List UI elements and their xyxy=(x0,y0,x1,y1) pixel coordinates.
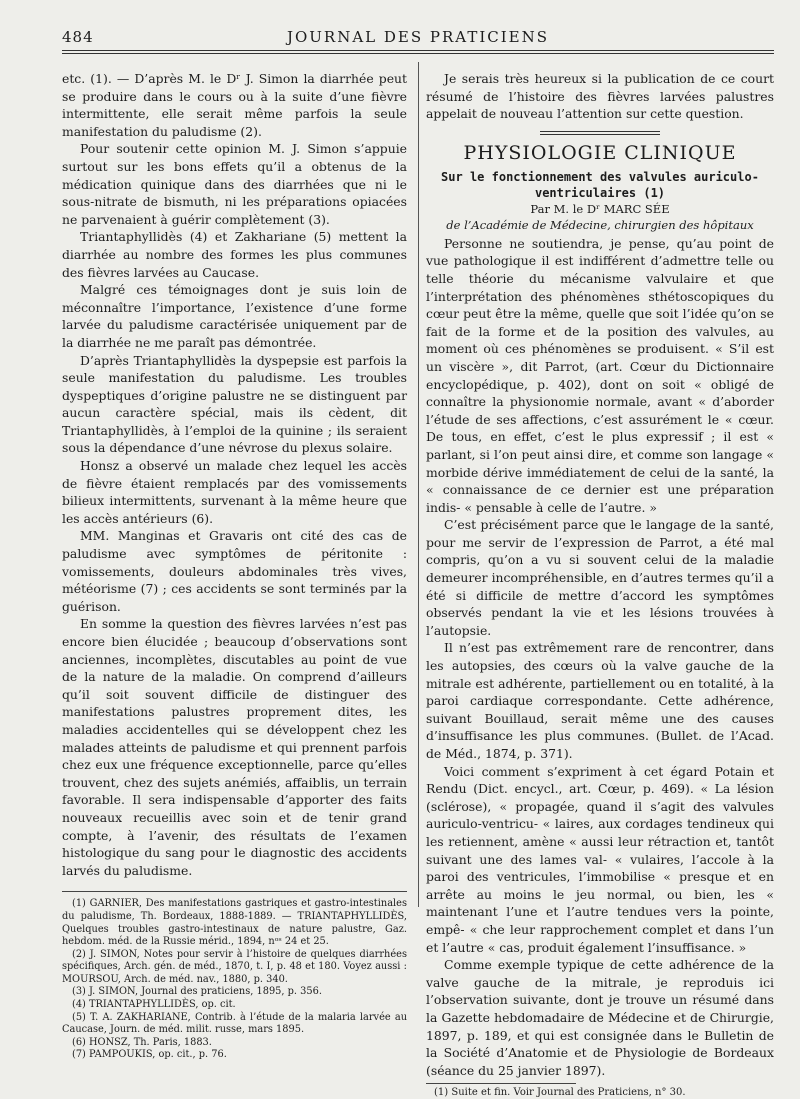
footnote: (1) Suite et fin. Voir Journal des Praticiens, n° 30. xyxy=(434,1087,686,1099)
footnote: (4) TRIANTAPHYLLIDÈS, op. cit. xyxy=(72,999,236,1011)
paragraph: Pour soutenir cette opinion M. J. Simon s’appuie surtout sur les bons effets qu’il a obtenus de la médication quinique dans des diarrhées que ni le sous-nitrate de bismuth, ni les préparations opiacées ne parvenaient à guérir complètement (3). xyxy=(62,141,407,227)
article-title xyxy=(426,169,774,201)
paragraph: C’est précisément parce que le langage de la santé, pour me servir de l’expression de Parrot, a été mal compris, qu’on a vu si souvent celui de la maladie demeurer incompréhensible, en d’autres termes qu’il a été si difficile de mettre d’accord les symptômes observés pendant la vie et les lésions trouvées à l’autopsie. xyxy=(426,517,774,638)
paragraph: Honsz a observé un malade chez lequel les accès de fièvre étaient remplacés par des vomissements bilieux intermittents, survenant à la même heure que les accès antérieurs (6). xyxy=(62,458,407,526)
footnote: (5) T. A. ZAKHARIANE, Contrib. à l’étude de la malaria larvée au Caucase, Journ. de méd. milit. russe, mars 1895. xyxy=(62,1011,407,1036)
paragraph: Voici comment s’expriment à cet égard Potain et Rendu (Dict. encycl., art. Cœur, p. 469). « La lésion (sclérose), « propagée, quand il s’agit des valvules auriculo-ventricu- « laires, aux cordages tendineux qui les retiennent, amène « aussi leur rétraction et, tantôt suivant une des lames val- « vulaires, l’accole à la paroi des ventricules, l’immobilise « presque et en arrête au moins le jeu normal, ou bien, les « maintenant l’une et l’autre tendues vers la pointe, empê- « che leur rapprochement complet et dans l’un et l’autre « cas, produit également l’insuffisance. » xyxy=(426,763,774,955)
journal-title: JOURNAL DES PRATICIENS xyxy=(286,28,550,46)
paragraph: etc. (1). — D’après M. le Dʳ J. Simon la diarrhée peut se produire dans le cours ou à la suite d’une fièvre intermittente, elle serait même parfois la seule manifestation du paludisme (2). xyxy=(62,71,407,139)
footnote: (7) PAMPOUKIS, op. cit., p. 76. xyxy=(72,1049,227,1061)
footnote-rule xyxy=(426,1083,576,1084)
column-divider xyxy=(418,62,419,907)
footnote-rule xyxy=(62,891,407,892)
footnotes xyxy=(62,898,407,1062)
byline: Par M. le Dʳ MARC SÉE xyxy=(530,201,670,216)
article-title-line: ventriculaires (1) xyxy=(534,185,666,200)
page-header xyxy=(62,26,774,50)
paragraph: Comme exemple typique de cette adhérence de la valve gauche de la mitrale, je reproduis ici l’observation suivante, dont je trouve un résumé dans la Gazette hebdomadaire de Médecine et de Chirurgie, 1897, p. 189, et qui est consignée dans le Bulletin de la Société d’Anatomie et de Physiologie de Bordeaux (séance du 25 janvier 1897). xyxy=(426,957,774,1078)
footnote: (3) J. SIMON, Journal des praticiens, 1895, p. 356. xyxy=(72,986,322,998)
article-title-line: Sur le fonctionnement des valvules auriculo- xyxy=(441,169,759,184)
paragraph: En somme la question des fièvres larvées n’est pas encore bien élucidée ; beaucoup d’observations sont anciennes, incomplètes, discutables au point de vue de la nature de la maladie. On comprend d’ailleurs qu’il soit souvent difficile de distinguer des manifestations palustres proprement dites, les maladies accidentelles qui se développent chez les malades atteints de paludisme et qui prennent parfois chez eux une fréquence exceptionnelle, parce qu’elles trouvent, chez des sujets anémiés, affaiblis, un terrain favorable. Il sera indispensable d’apporter des faits nouveaux recueillis avec soin et de tenir grand compte, à l’avenir, des résultats de l’examen histologique du sang pour le diagnostic des accidents larvés du paludisme. xyxy=(62,616,407,878)
section-rule xyxy=(540,131,660,135)
paragraph: Triantaphyllidès (4) et Zakhariane (5) mettent la diarrhée au nombre des formes les plus communes des fièvres larvées au Caucase. xyxy=(62,229,407,280)
paragraph: Personne ne soutiendra, je pense, qu’au point de vue pathologique il est indifférent d’admettre telle ou telle théorie du mécanisme valvulaire et que l’interprétation des phénomènes sthétoscopiques du cœur peut être la même, quelle que soit l’idée qu’on se fait de la forme et de la position des valvules, au moment où ces phénomènes se produisent. « S’il est un viscère », dit Parrot, (art. Cœur du Dictionnaire encyclopédique, p. 402), dont on soit « obligé de connaître la physionomie normale, avant « d’aborder l’étude de ses affections, c’est assurément le « cœur. De tous, en effet, c’est le plus expressif ; il est « parlant, si l’on peut ainsi dire, et comme son langage « morbide dérive immédiatement de celui de la santé, la « connaissance de ce dernier est une préparation indis- « pensable à celle de l’autre. » xyxy=(426,235,774,515)
affiliation: de l’Académie de Médecine, chirurgien des hôpitaux xyxy=(446,217,754,232)
paragraph: D’après Triantaphyllidès la dyspepsie est parfois la seule manifestation du paludisme. Les troubles dyspeptiques d’origine palustre ne se distinguent par aucun caractère spécial, mais ils cèdent, dit Triantaphyllidès, à l’emploi de la quinine ; ils seraient sous la dépendance d’une névrose du plexus solaire. xyxy=(62,352,407,456)
right-column xyxy=(426,70,774,1099)
paragraph: Il n’est pas extrêmement rare de rencontrer, dans les autopsies, des cœurs où la valve gauche de la mitrale est adhérente, partiellement ou en totalité, à la paroi cardiaque correspondante. Cette adhérence, suivant Bouillaud, serait même une des causes d’insuffisance les plus communes. (Bullet. de l’Acad. de Méd., 1874, p. 371). xyxy=(426,640,774,761)
header-rule xyxy=(62,50,774,54)
paragraph: Malgré ces témoignages dont je suis loin de méconnaître l’importance, l’existence d’une forme larvée du paludisme caractérisée uniquement par de la diarrhée ne me paraît pas démontrée. xyxy=(62,282,407,350)
footnote: (1) GARNIER, Des manifestations gastriques et gastro-intestinales du paludisme, Th. Bordeaux, 1888-1889. — TRIANTAPHYLLIDÈS, Quelques troubles gastro-intestinaux de nature palustre, Gaz. hebdom. méd. de la Russie mérid., 1894, nᵒˢ 24 et 25. xyxy=(62,898,407,948)
footnote: (2) J. SIMON, Notes pour servir à l’histoire de quelques diarrhées spécifiques, Arch. gén. de méd., 1870, t. I, p. 48 et 180. Voyez aussi : MOURSOU, Arch. de méd. nav., 1880, p. 340. xyxy=(62,948,407,985)
left-column xyxy=(62,70,407,1062)
footnote: (6) HONSZ, Th. Paris, 1883. xyxy=(72,1036,212,1048)
section-title: PHYSIOLOGIE CLINIQUE xyxy=(463,141,737,164)
page-number: 484 xyxy=(62,28,94,46)
paragraph: MM. Manginas et Gravaris ont cité des cas de paludisme avec symptômes de péritonite : vomissements, douleurs abdominales très vives, météorisme (7) ; ces accidents se sont terminés par la guérison. xyxy=(62,528,407,614)
intro-paragraph: Je serais très heureux si la publication de ce court résumé de l’histoire des fièvres larvées palustres appelait de nouveau l’attention sur cette question. xyxy=(426,71,774,122)
